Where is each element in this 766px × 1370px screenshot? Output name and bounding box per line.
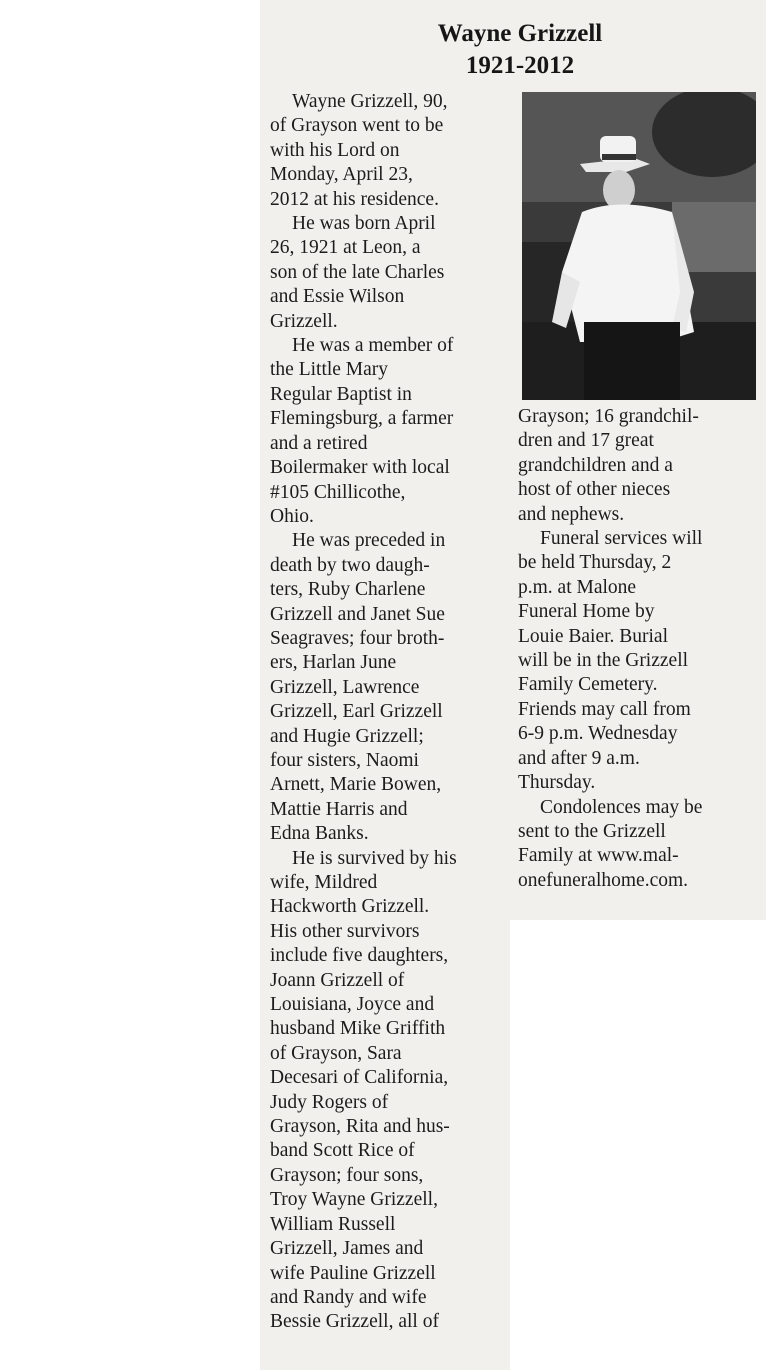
text-line: and a retired bbox=[270, 432, 368, 454]
text-line: son of the late Charles bbox=[270, 261, 445, 283]
text-line: His other survivors bbox=[270, 920, 420, 942]
text-line: He was preceded in bbox=[292, 530, 446, 552]
text-line: dren and 17 great bbox=[518, 430, 654, 452]
text-line: Friends may call from bbox=[518, 698, 691, 720]
text-line: Decesari of California, bbox=[270, 1067, 449, 1089]
text-line: William Russell bbox=[270, 1213, 396, 1235]
text-line: p.m. at Malone bbox=[518, 576, 637, 598]
obituary-paragraph bbox=[270, 529, 508, 846]
text-line: He was born April bbox=[292, 213, 436, 235]
text-line: Wayne Grizzell, 90, bbox=[292, 91, 448, 112]
text-line: of Grayson went to be bbox=[270, 115, 444, 137]
obituary-right-column bbox=[518, 405, 756, 893]
deceased-name: Wayne Grizzell bbox=[437, 20, 603, 47]
obituary-paragraph bbox=[270, 90, 508, 212]
obituary-paragraph bbox=[518, 796, 756, 894]
text-line: He is survived by his bbox=[292, 847, 457, 869]
text-line: include five daughters, bbox=[270, 945, 449, 967]
text-line: Boilermaker with local bbox=[270, 457, 450, 479]
obituary-paragraph bbox=[270, 334, 508, 529]
text-line: Louisiana, Joyce and bbox=[270, 994, 435, 1016]
text-line: and nephews. bbox=[518, 503, 625, 525]
obituary-paragraph bbox=[270, 847, 508, 1335]
text-line: Family at www.mal- bbox=[518, 845, 679, 867]
text-line: Bessie Grizzell, all of bbox=[270, 1311, 439, 1333]
man-in-hat-photo-icon bbox=[522, 92, 756, 400]
text-line: Grizzell and Janet Sue bbox=[270, 603, 445, 625]
text-line: Thursday. bbox=[518, 772, 596, 794]
obituary-paragraph bbox=[270, 212, 508, 334]
text-line: and Randy and wife bbox=[270, 1286, 427, 1308]
text-line: host of other nieces bbox=[518, 479, 671, 501]
text-line: Grizzell, Lawrence bbox=[270, 676, 420, 698]
text-line: Seagraves; four broth- bbox=[270, 627, 445, 649]
portrait-photo bbox=[522, 92, 756, 400]
text-line: Joann Grizzell of bbox=[270, 969, 405, 991]
text-line: will be in the Grizzell bbox=[518, 650, 689, 672]
life-years: 1921-2012 bbox=[465, 52, 575, 79]
text-line: Ohio. bbox=[270, 505, 314, 527]
text-line: four sisters, Naomi bbox=[270, 749, 419, 771]
text-line: and Essie Wilson bbox=[270, 286, 405, 308]
text-line: ters, Ruby Charlene bbox=[270, 579, 426, 601]
text-line: Grizzell, Earl Grizzell bbox=[270, 701, 443, 723]
text-line: Troy Wayne Grizzell, bbox=[270, 1189, 438, 1211]
text-line: and Hugie Grizzell; bbox=[270, 725, 424, 747]
text-line: Mattie Harris and bbox=[270, 798, 408, 820]
text-line: Grayson, Rita and hus- bbox=[270, 1116, 450, 1138]
text-line: Hackworth Grizzell. bbox=[270, 896, 430, 918]
obituary-left-column bbox=[270, 90, 508, 1335]
text-line: husband Mike Griffith bbox=[270, 1018, 446, 1040]
text-line: the Little Mary bbox=[270, 359, 389, 381]
text-line: grandchildren and a bbox=[518, 454, 673, 476]
text-line: He was a member of bbox=[292, 335, 454, 357]
text-line: 2012 at his residence. bbox=[270, 188, 439, 210]
text-line: wife Pauline Grizzell bbox=[270, 1262, 436, 1284]
text-line: of Grayson, Sara bbox=[270, 1042, 402, 1064]
text-line: and after 9 a.m. bbox=[518, 747, 640, 769]
text-line: Regular Baptist in bbox=[270, 383, 412, 405]
text-line: Family Cemetery. bbox=[518, 674, 658, 696]
page-background bbox=[510, 920, 766, 1370]
text-line: Funeral Home by bbox=[518, 601, 655, 623]
text-line: Condolences may be bbox=[540, 796, 703, 818]
text-line: Grayson; four sons, bbox=[270, 1164, 424, 1186]
text-line: with his Lord on bbox=[270, 139, 400, 161]
text-line: Monday, April 23, bbox=[270, 164, 413, 186]
text-line: wife, Mildred bbox=[270, 872, 378, 893]
text-line: Grayson; 16 grandchil- bbox=[518, 406, 699, 427]
text-line: 6-9 p.m. Wednesday bbox=[518, 723, 678, 745]
text-line: sent to the Grizzell bbox=[518, 820, 666, 842]
text-line: Grizzell, James and bbox=[270, 1238, 424, 1260]
text-line: onefuneralhome.com. bbox=[518, 869, 689, 891]
text-line: Edna Banks. bbox=[270, 823, 369, 845]
obituary-paragraph bbox=[518, 527, 756, 795]
text-line: Judy Rogers of bbox=[270, 1091, 389, 1113]
obituary-paragraph bbox=[518, 405, 756, 527]
obituary-headline bbox=[400, 18, 640, 82]
text-line: Funeral services will bbox=[540, 528, 703, 550]
text-line: be held Thursday, 2 bbox=[518, 552, 672, 574]
text-line: death by two daugh- bbox=[270, 554, 430, 576]
text-line: Grizzell. bbox=[270, 310, 338, 332]
text-line: 26, 1921 at Leon, a bbox=[270, 237, 421, 259]
text-line: Arnett, Marie Bowen, bbox=[270, 774, 442, 796]
text-line: Louie Baier. Burial bbox=[518, 625, 669, 647]
text-line: band Scott Rice of bbox=[270, 1140, 415, 1162]
text-line: ers, Harlan June bbox=[270, 652, 397, 674]
text-line: #105 Chillicothe, bbox=[270, 481, 406, 503]
text-line: Flemingsburg, a farmer bbox=[270, 408, 454, 430]
